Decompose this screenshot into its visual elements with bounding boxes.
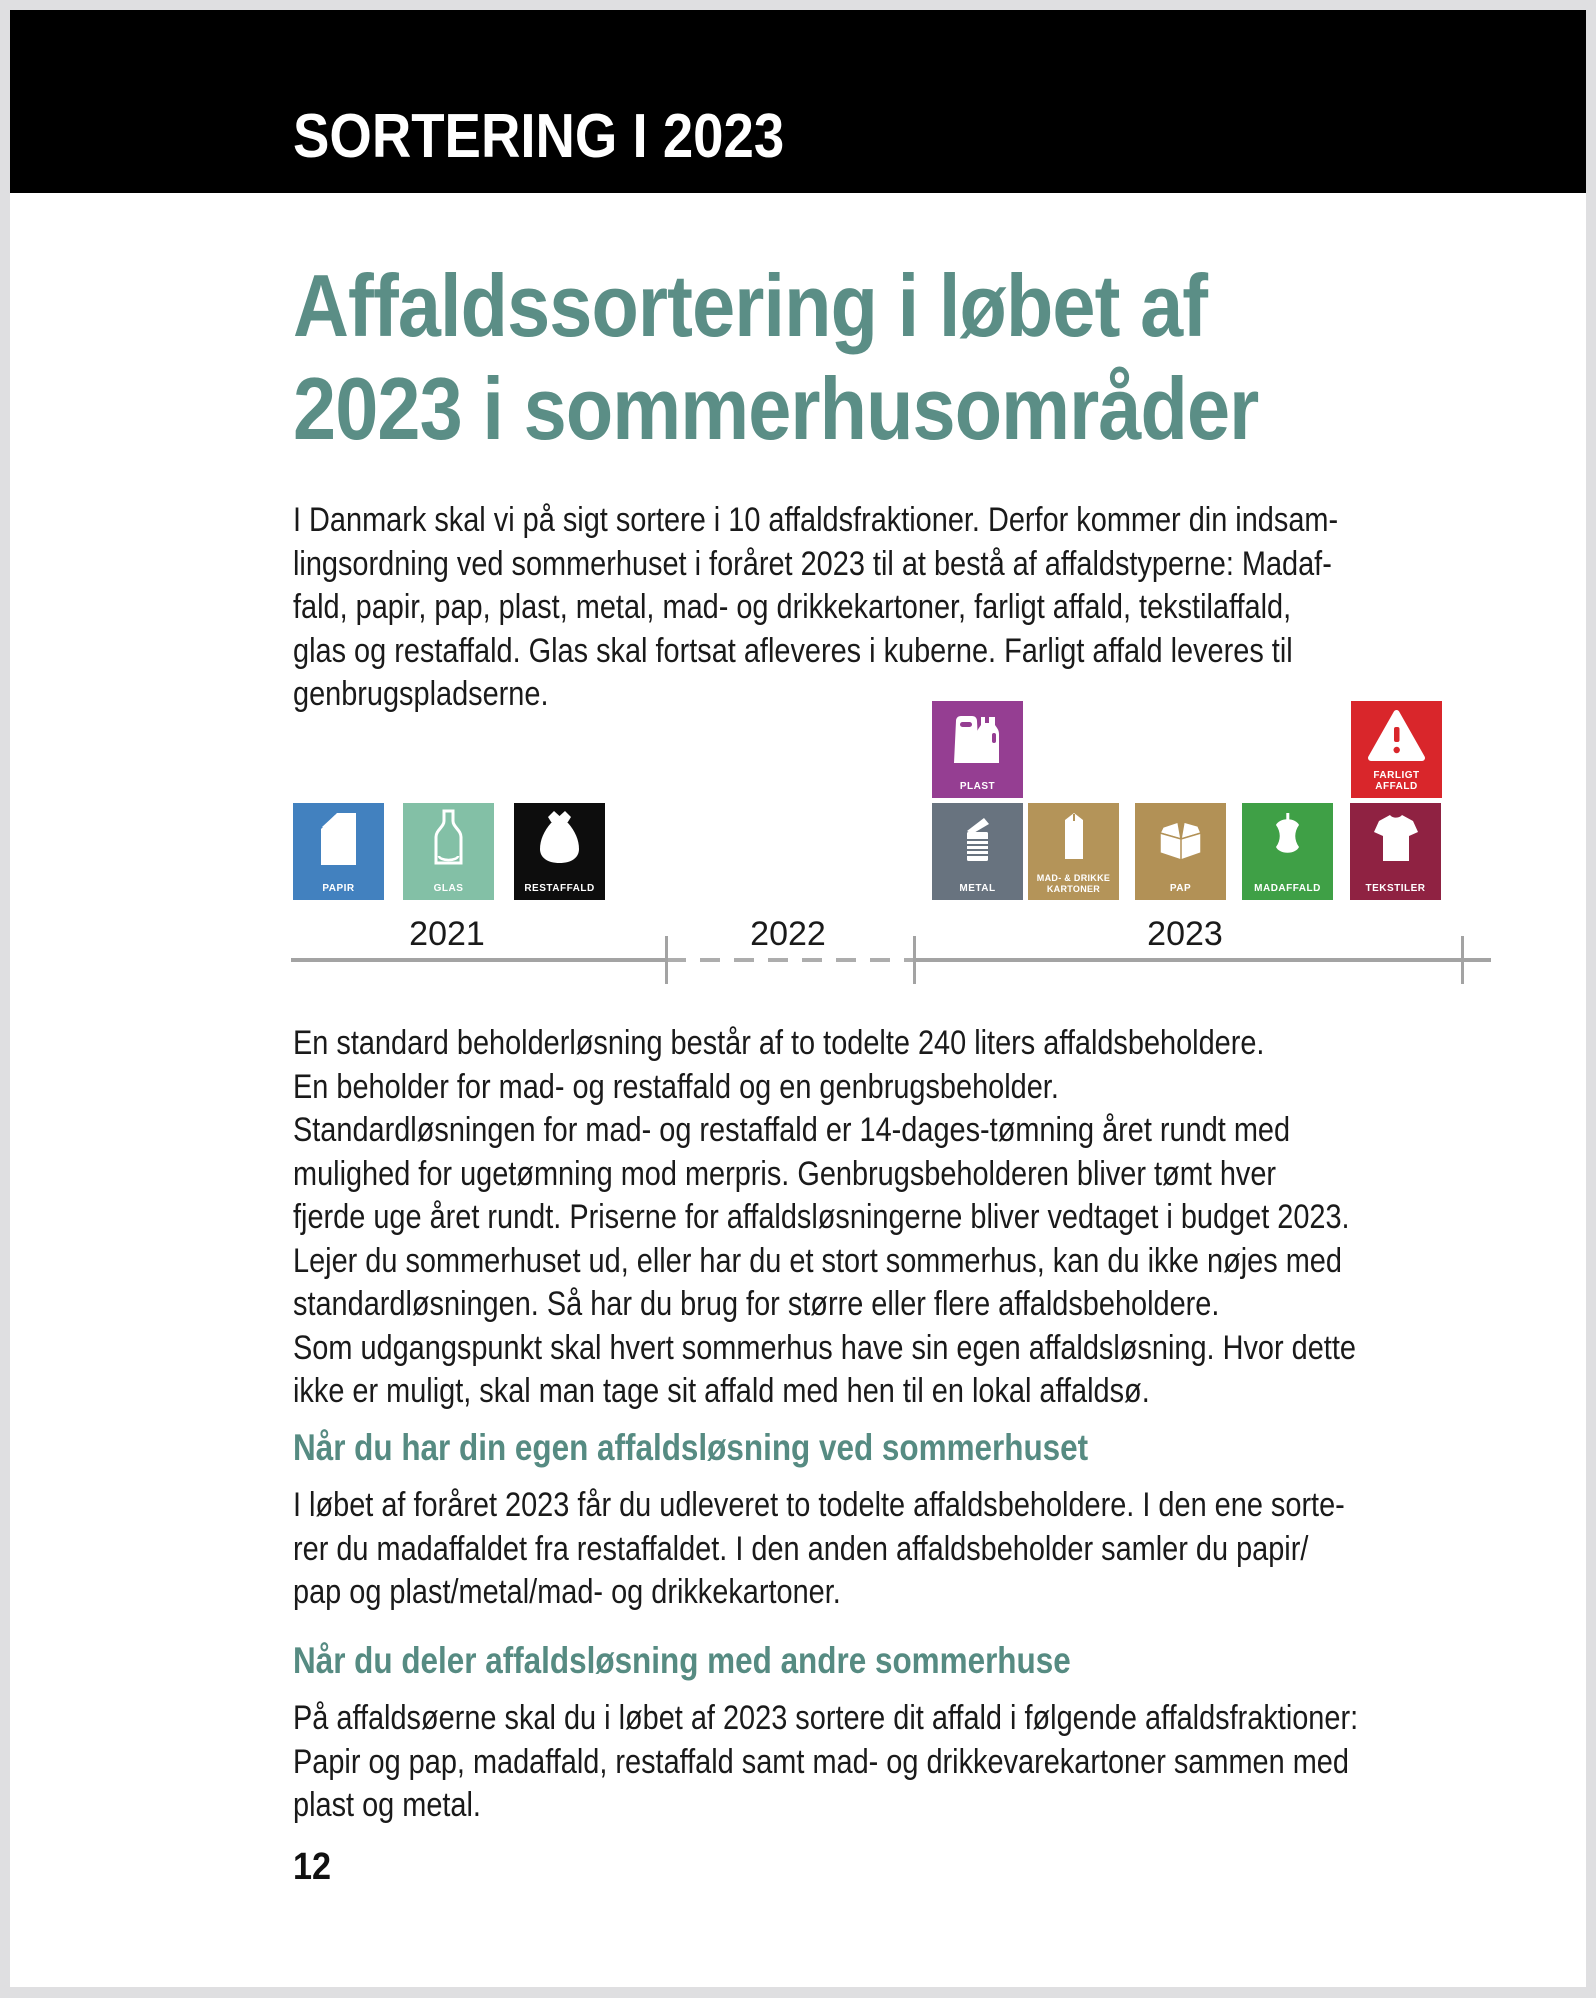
page-title: Affaldssortering i løbet af 2023 i sommerhusområder bbox=[293, 256, 1259, 458]
trash-bag-icon bbox=[514, 805, 605, 875]
fraction-tile-mad-drikkekartoner bbox=[1028, 803, 1119, 900]
own-solution-paragraph: I løbet af foråret 2023 får du udleveret to todelte affaldsbeholdere. I den ene sorte- rer du madaffaldet fra restaffaldet. I den anden affaldsbeholder samler du papir/ pap og plast/metal/mad- og drikkekartoner. bbox=[293, 1486, 1345, 1611]
fraction-label-plast: PLAST bbox=[959, 780, 996, 792]
document-page bbox=[10, 10, 1586, 1987]
fraction-label-pap: PAP bbox=[1169, 882, 1192, 894]
plastic-icon bbox=[932, 703, 1023, 773]
timeline-year-2023: 2023 bbox=[1147, 915, 1223, 953]
timeline-segment-2023 bbox=[915, 958, 1491, 962]
paper-icon bbox=[293, 805, 384, 875]
page-number: 12 bbox=[293, 1846, 332, 1888]
fraction-label-metal: METAL bbox=[959, 882, 996, 894]
beverage-carton-icon bbox=[1028, 805, 1119, 875]
fraction-label-tekstiler: TEKSTILER bbox=[1365, 882, 1426, 894]
t-shirt-icon bbox=[1350, 805, 1441, 875]
timeline-year-2021: 2021 bbox=[409, 915, 485, 953]
fraction-label-restaffald: RESTAFFALD bbox=[524, 882, 595, 894]
fraction-label-madaffald: MADAFFALD bbox=[1254, 882, 1321, 894]
fraction-tile-restaffald bbox=[514, 803, 605, 900]
cardboard-box-icon bbox=[1135, 805, 1226, 875]
fraction-tile-madaffald bbox=[1242, 803, 1333, 900]
fraction-label-farligt-affald: FARLIGT AFFALD bbox=[1373, 770, 1420, 792]
intro-paragraph: I Danmark skal vi på sigt sortere i 10 affaldsfraktioner. Derfor kommer din indsam- lingsordning ved sommerhuset i foråret 2023 til at bestå af affaldstyperne: Madaf- fald, papir, pap, plast, metal, mad- og drikkekartoner, farligt affald, tekstilaffald, glas og restaffald. Glas skal fortsat afleveres i kuberne. Farligt affald leveres til genbrugspladserne. bbox=[293, 501, 1339, 713]
fraction-tile-farligt-affald bbox=[1351, 701, 1442, 798]
fraction-label-glas: GLAS bbox=[433, 882, 464, 894]
section-heading-own-solution: Når du har din egen affaldsløsning ved sommerhuset bbox=[293, 1427, 1089, 1468]
fraction-tile-plast bbox=[932, 701, 1023, 798]
fraction-tile-papir bbox=[293, 803, 384, 900]
shared-solution-paragraph: På affaldsøerne skal du i løbet af 2023 sortere dit affald i følgende affaldsfraktioner: Papir og pap, madaffald, restaffald samt mad- og drikkevarekartoner sammen med plast og metal. bbox=[293, 1699, 1359, 1824]
apple-core-icon bbox=[1242, 805, 1333, 875]
section-heading-shared-solution: Når du deler affaldsløsning med andre sommerhuse bbox=[293, 1640, 1071, 1681]
tin-can-icon bbox=[932, 805, 1023, 875]
header-bar bbox=[10, 10, 1586, 193]
fraction-label-mad-drikkekartoner: MAD- & DRIKKE KARTONER bbox=[1036, 873, 1111, 894]
fraction-tile-glas bbox=[403, 803, 494, 900]
timeline-tick-3 bbox=[1461, 936, 1464, 984]
bottle-icon bbox=[403, 805, 494, 875]
header-title: SORTERING I 2023 bbox=[293, 102, 785, 171]
timeline-segment-2021 bbox=[291, 958, 666, 962]
timeline-tick-2 bbox=[913, 936, 916, 984]
fraction-tile-metal bbox=[932, 803, 1023, 900]
warning-triangle-icon bbox=[1351, 703, 1442, 773]
fraction-tile-pap bbox=[1135, 803, 1226, 900]
fraction-tile-tekstiler bbox=[1350, 803, 1441, 900]
timeline-tick-1 bbox=[665, 936, 668, 984]
fraction-label-papir: PAPIR bbox=[322, 882, 355, 894]
timeline-segment-2022-dashed bbox=[666, 958, 915, 962]
standard-solution-paragraph: En standard beholderløsning består af to todelte 240 liters affaldsbeholdere. En beholder for mad- og restaffald og en genbrugsbeholder. Standardløsningen for mad- og restaffald er 14-dages-tømning året rundt med mulighed for ugetømning mod merpris. Genbrugsbeholderen bliver tømt hver fjerde uge året rundt. Priserne for affaldsløsningerne bliver vedtaget i budget 2023. Lejer du sommerhuset ud, eller har du et stort sommerhus, kan du ikke nøjes med standardløsningen. Så har du brug for større eller flere affaldsbeholdere. Som udgangspunkt skal hvert sommerhus have sin egen affaldsløsning. Hvor dette ikke er muligt, skal man tage sit affald med hen til en lokal affaldsø. bbox=[293, 1024, 1356, 1410]
timeline-year-2022: 2022 bbox=[750, 915, 826, 953]
